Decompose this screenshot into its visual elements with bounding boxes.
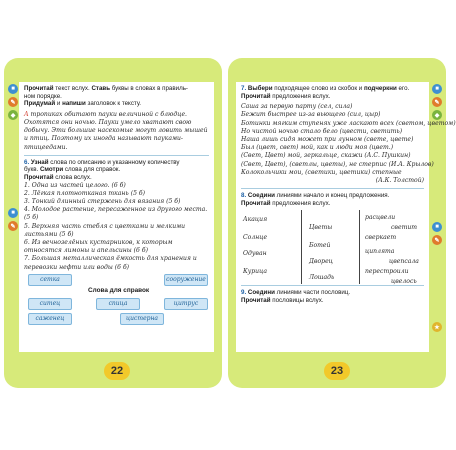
text-line: Охотятся они ночью. Пауки умело хватают свою (24, 118, 192, 126)
task8-heading: 8. Соедини линиями начало и конец предложения. (241, 192, 390, 200)
match-end: цвелось (391, 278, 417, 286)
pencil-icon: ✎ (432, 97, 442, 107)
speech-icon: ◆ (432, 110, 442, 120)
match-end: сверкает (365, 234, 397, 242)
divider (24, 155, 209, 156)
answer-line: (5 б) (24, 214, 39, 222)
word-chip: ситец (28, 298, 72, 310)
answer-line: 1. Одна из частей целого. (6 б) (24, 181, 126, 189)
answer-line: 6. Из вечнозелёных кустарников, к которым (24, 239, 173, 246)
star-icon: ★ (432, 322, 442, 332)
match-start: Одуван (243, 250, 267, 258)
task-intro-2: Придумай и напиши заголовок к тексту. (24, 100, 142, 108)
reference-words (24, 274, 209, 324)
left-page (4, 58, 222, 388)
matching-area (241, 210, 424, 284)
task6-line3: Прочитай слова вслух. (24, 173, 92, 181)
divider (241, 188, 424, 189)
match-end: светит (391, 224, 418, 232)
right-icon-column (432, 84, 442, 120)
answer-line: 3. Тонкий длинный стержень для вязания (5 б) (24, 197, 181, 205)
match-middle: Ботей (309, 242, 331, 250)
sentence-line: Был (цвет, свет) мой, как и люди моя (цвет.) (241, 144, 394, 152)
sentence-line: Колокольчики мои, (светики, цветики) степные (241, 168, 402, 176)
text-line: и птиц. Поэтому их иногда называют пауками- (24, 135, 183, 143)
column-divider (359, 210, 360, 284)
left-icon-column (8, 84, 18, 120)
task7-line2: Прочитай предложения вслух. (241, 92, 331, 100)
match-end: расцвели (365, 214, 396, 222)
match-middle: Дворец (309, 258, 333, 266)
answer-line: 2. Лёгкая плотнотканая ткань (5 б) (24, 189, 145, 197)
match-start: Солнце (243, 234, 268, 242)
task6-line2: букв. Смотри слова для справок. (24, 166, 121, 174)
book-icon: ■ (432, 84, 442, 94)
sentence-line: Наша лишь сидя может при лунном (свете, цвете) (241, 136, 414, 143)
right-content (236, 82, 456, 352)
speech-icon: ◆ (8, 110, 18, 120)
answer-line: 5. Верхняя часть стебля с цветками и мелкими (24, 222, 186, 230)
answer-line: относятся лимоны и апельсины (6 б) (24, 247, 148, 255)
book-icon: ■ (432, 222, 442, 232)
page-number: 23 (324, 362, 350, 380)
pencil-icon: ✎ (8, 221, 18, 231)
left-content (19, 82, 214, 352)
task9-line2: Прочитай пословицы вслух. (241, 297, 324, 304)
book-icon: ■ (8, 208, 18, 218)
text-line: птицеедами. (24, 143, 68, 151)
text-line: А тропиках обитают пауки величиной с блюдце. (24, 110, 187, 118)
word-chip: цитрус (164, 298, 208, 310)
left-icon-column-2 (8, 208, 18, 231)
answer-line: 7. Большая металлическая ёмкость для хранения и (24, 255, 197, 263)
word-chip: спица (96, 298, 140, 310)
sentence-line: (Свет, Цвет) мой, зеркальце, скажи (А.С. Пушкин) (241, 152, 411, 160)
right-page (228, 58, 456, 388)
right-icon-column-3 (432, 322, 442, 332)
match-start: Курица (243, 268, 267, 276)
words-title: Слова для справок (88, 286, 150, 294)
word-chip: сооружение (164, 274, 208, 286)
match-end: цвепсала (389, 258, 419, 266)
handwritten-text (24, 111, 209, 152)
sentence-line: Ботинки мягким ступенях уже ласкают всех (светом, цветом) (241, 119, 456, 127)
answer-line: перевозки нефти или воды (6 б) (24, 263, 130, 271)
match-start: Акация (243, 216, 268, 224)
sentence-line: (А.К. Толстой) (375, 177, 424, 185)
match-middle: Цветы (309, 224, 333, 232)
task7-heading: 7. Выбери подходящее слово из скобок и подчеркни его. (241, 85, 410, 92)
task-intro: Прочитай текст вслух. Ставь буквы в словах в правиль- (24, 85, 188, 92)
word-chip: цистерна (120, 313, 164, 325)
right-icon-column-2 (432, 222, 442, 245)
match-middle: Лошадь (309, 274, 335, 282)
word-chip: саженец (28, 313, 72, 325)
sentence-line: Бежит быстрее из-за вьющего (сил, цыр) (241, 111, 381, 119)
page-number: 22 (104, 362, 130, 380)
column-divider (301, 210, 302, 284)
task-intro-cont: ном порядке. (24, 92, 62, 100)
task8-line2: Прочитай предложения вслух. (241, 199, 331, 207)
text-line: добычу. Эти большие насекомые могут ловить мышей (24, 127, 208, 135)
task9-heading: 9. Соедини линиями части пословиц. (241, 289, 351, 297)
sentence-line: Но чистой ночью стало бело (цвести, светить) (241, 127, 403, 135)
answer-line: 4. Молодое растение, пересаженное из другого места. (24, 206, 208, 214)
answer-line: листьями (5 б) (24, 230, 74, 238)
task7-sentences (241, 103, 456, 185)
pencil-icon: ✎ (8, 97, 18, 107)
answer-list (24, 182, 209, 272)
sentence-line: (Свет, Цвет), (светлы, цветы), не стерпис (И.А. Крылов) (241, 160, 434, 168)
match-end: перестроили (365, 268, 409, 276)
word-chip: сетка (28, 274, 72, 286)
match-end: циплята (365, 248, 395, 256)
pencil-icon: ✎ (432, 235, 442, 245)
book-icon: ■ (8, 84, 18, 94)
sentence-line: Саша за первую парту (сел, сила) (241, 103, 353, 111)
task6-heading: 6. Узнай слова по описанию и указанному количеству (24, 158, 180, 166)
